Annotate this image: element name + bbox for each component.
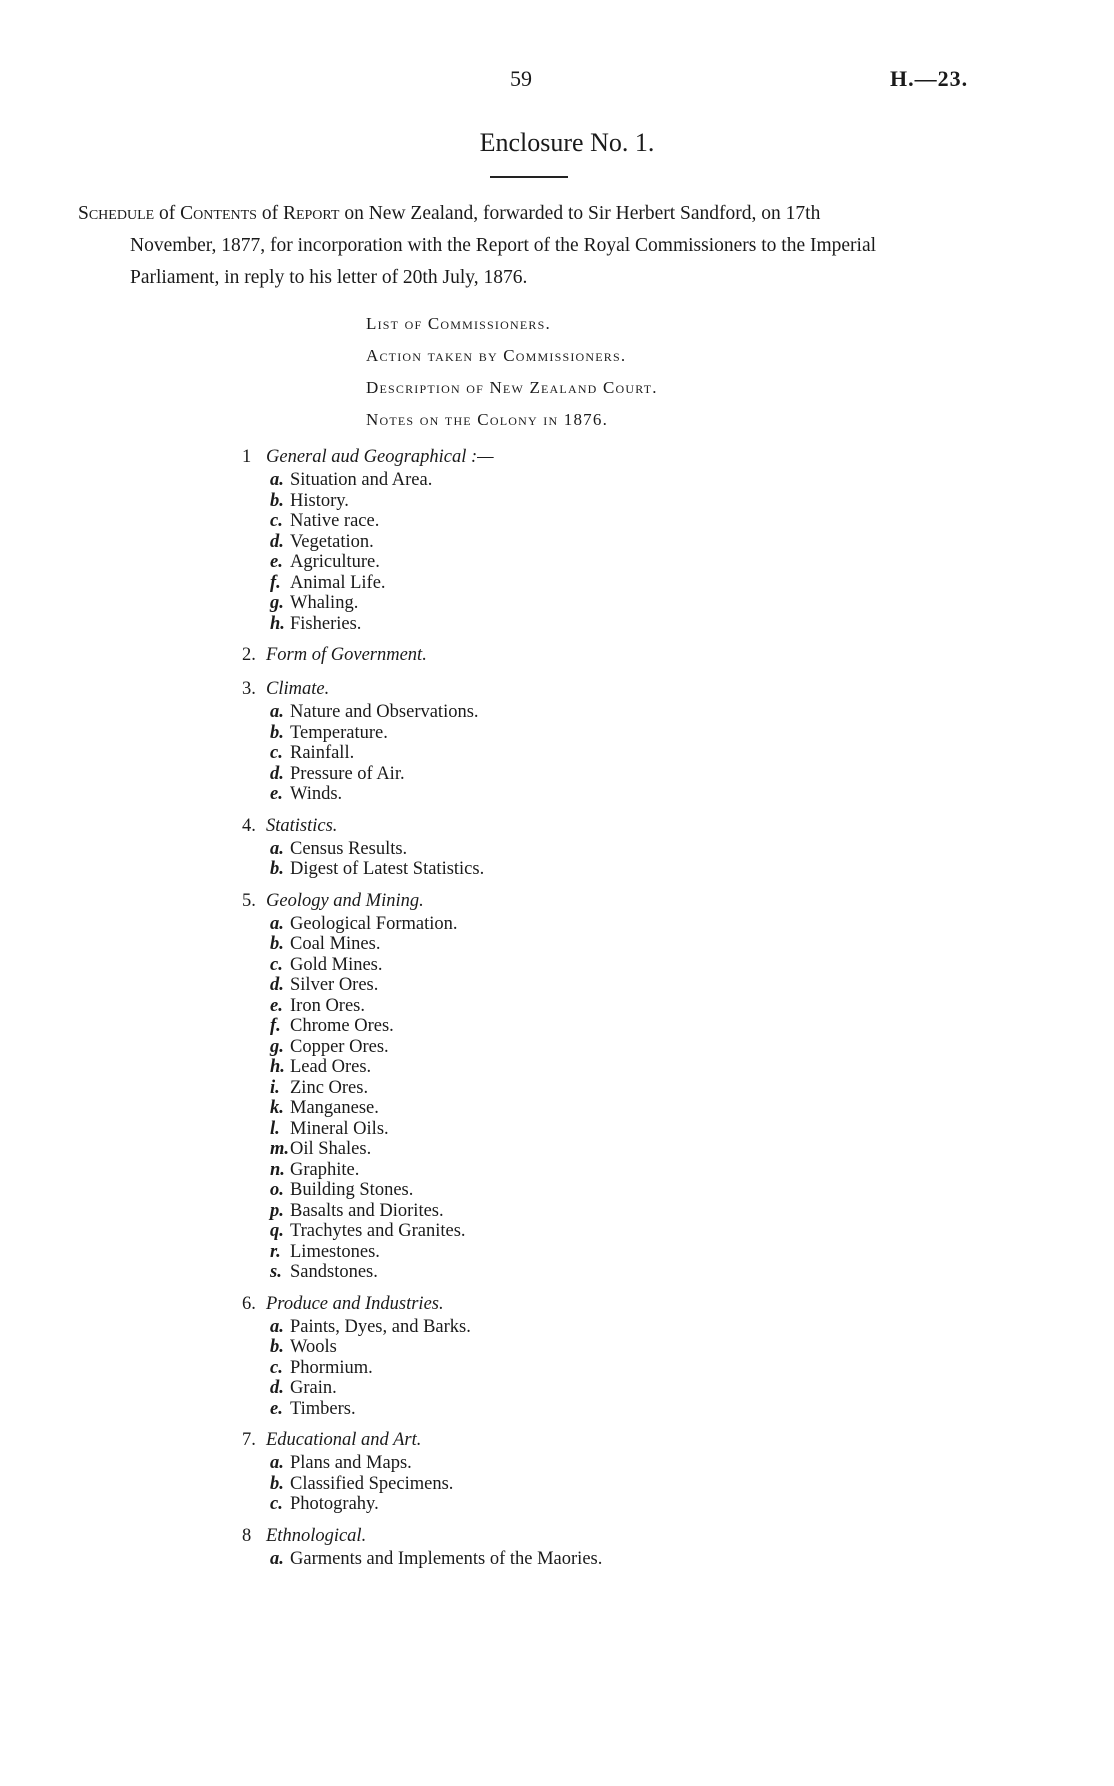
item-text: Rainfall. <box>290 743 355 763</box>
section-heading <box>242 815 602 839</box>
section-title: Produce and Industries. <box>266 1293 444 1314</box>
item-text: Classified Specimens. <box>290 1473 454 1494</box>
list-item <box>242 996 602 1017</box>
item-letter: a. <box>270 838 284 859</box>
section-heading <box>242 644 602 668</box>
item-letter: n. <box>270 1159 285 1180</box>
item-letter: b. <box>270 859 284 879</box>
list-item <box>242 934 602 955</box>
item-letter: h. <box>270 1057 285 1077</box>
item-letter: f. <box>270 572 281 593</box>
list-item <box>242 914 602 935</box>
item-letter: b. <box>270 722 284 743</box>
item-text: Lead Ores. <box>290 1057 372 1077</box>
item-text: Temperature. <box>290 722 388 743</box>
item-text: Animal Life. <box>290 572 386 593</box>
item-text: Gold Mines. <box>290 954 383 975</box>
section-number: 7. <box>242 1430 256 1450</box>
section-number: 8 <box>242 1525 252 1546</box>
contents-section <box>242 1525 602 1570</box>
item-letter: a. <box>270 702 284 722</box>
section-heading <box>242 1293 602 1317</box>
contents-list <box>242 446 602 1579</box>
schedule-text: on New Zealand, forwarded to Sir Herbert Sandford, on 17th <box>339 203 821 224</box>
list-item <box>242 1098 602 1119</box>
item-text: Wools <box>290 1337 337 1357</box>
item-text: Silver Ores. <box>290 975 379 995</box>
item-letter: b. <box>270 1337 284 1357</box>
list-item <box>242 1037 602 1058</box>
schedule-line-3: Parliament, in reply to his letter of 20th July, 1876. <box>130 267 528 288</box>
list-item <box>242 764 602 785</box>
item-letter: i. <box>270 1077 280 1098</box>
list-item <box>242 1057 602 1078</box>
list-item <box>242 839 602 860</box>
section-title: Statistics. <box>266 815 338 836</box>
heading-description: Description of New Zealand Court. <box>366 378 658 397</box>
item-text: Paints, Dyes, and Barks. <box>290 1316 471 1337</box>
contents-section <box>242 1293 602 1420</box>
schedule-text: of <box>256 203 283 224</box>
contents-section <box>242 678 602 805</box>
list-item <box>242 1399 602 1420</box>
list-item <box>242 784 602 805</box>
heading-commissioners: List of Commissioners. <box>366 314 551 333</box>
item-text: Geological Formation. <box>290 913 458 934</box>
section-number: 2. <box>242 645 256 665</box>
item-letter: d. <box>270 763 284 784</box>
list-item <box>242 743 602 764</box>
item-letter: p. <box>270 1200 284 1221</box>
list-item <box>242 1119 602 1140</box>
list-item <box>242 975 602 996</box>
item-letter: l. <box>270 1118 280 1139</box>
section-heading <box>242 890 602 914</box>
section-heading <box>242 1429 602 1453</box>
item-text: Building Stones. <box>290 1180 414 1200</box>
item-letter: c. <box>270 511 283 531</box>
item-letter: d. <box>270 975 284 995</box>
item-letter: c. <box>270 954 283 975</box>
item-letter: c. <box>270 1357 283 1378</box>
list-item <box>242 1201 602 1222</box>
title-rule <box>490 176 568 178</box>
item-letter: e. <box>270 1398 283 1419</box>
item-text: Chrome Ores. <box>290 1016 394 1036</box>
item-text: Manganese. <box>290 1098 379 1118</box>
item-text: Photograhy. <box>290 1494 379 1514</box>
list-item <box>242 573 602 594</box>
document-reference: H.—23. <box>890 66 969 91</box>
item-text: Digest of Latest Statistics. <box>290 859 485 879</box>
list-item <box>242 1262 602 1283</box>
item-text: Agriculture. <box>290 552 380 572</box>
section-title: Ethnological. <box>266 1525 367 1546</box>
section-number: 3. <box>242 679 256 699</box>
schedule-line-2: November, 1877, for incorporation with the Report of the Royal Commissioners to the Imperial <box>130 235 877 256</box>
section-number: 1 <box>242 447 252 467</box>
headings-list <box>366 308 658 436</box>
item-letter: a. <box>270 1453 284 1473</box>
item-letter: b. <box>270 934 284 954</box>
item-letter: r. <box>270 1241 281 1262</box>
section-number: 4. <box>242 815 256 836</box>
item-text: Plans and Maps. <box>290 1453 412 1473</box>
list-item <box>242 491 602 512</box>
heading-notes: Notes on the Colony in 1876. <box>366 410 609 429</box>
schedule-word: Schedule <box>78 203 155 224</box>
contents-section <box>242 1429 602 1515</box>
list-item <box>242 1453 602 1474</box>
list-item <box>242 955 602 976</box>
list-item <box>242 511 602 532</box>
item-text: Coal Mines. <box>290 934 381 954</box>
item-text: Whaling. <box>290 593 359 613</box>
list-item <box>242 1160 602 1181</box>
list-item <box>242 1016 602 1037</box>
item-letter: g. <box>270 593 284 613</box>
item-letter: d. <box>270 531 284 552</box>
section-number: 6. <box>242 1293 256 1314</box>
item-letter: k. <box>270 1098 284 1118</box>
item-text: Copper Ores. <box>290 1036 389 1057</box>
heading-action: Action taken by Commissioners. <box>366 346 627 365</box>
list-item <box>242 552 602 573</box>
section-number: 5. <box>242 890 256 911</box>
item-letter: s. <box>270 1262 282 1282</box>
list-item <box>242 1180 602 1201</box>
list-item <box>242 859 602 880</box>
schedule-line-1 <box>78 198 978 230</box>
item-letter: o. <box>270 1180 284 1200</box>
item-letter: a. <box>270 1316 284 1337</box>
item-text: History. <box>290 490 349 511</box>
item-text: Pressure of Air. <box>290 763 405 784</box>
item-letter: q. <box>270 1221 284 1241</box>
item-text: Oil Shales. <box>290 1139 372 1159</box>
list-item <box>242 1378 602 1399</box>
item-text: Census Results. <box>290 838 408 859</box>
item-letter: b. <box>270 1473 284 1494</box>
item-letter: e. <box>270 784 283 804</box>
item-text: Vegetation. <box>290 531 374 552</box>
item-text: Basalts and Diorites. <box>290 1200 444 1221</box>
list-item <box>242 702 602 723</box>
list-item <box>242 1494 602 1515</box>
item-text: Phormium. <box>290 1357 373 1378</box>
item-text: Fisheries. <box>290 613 362 634</box>
item-text: Limestones. <box>290 1241 380 1262</box>
list-item <box>242 1221 602 1242</box>
item-letter: c. <box>270 1494 283 1514</box>
list-item <box>242 1474 602 1495</box>
contents-section <box>242 446 602 634</box>
item-text: Mineral Oils. <box>290 1118 389 1139</box>
item-text: Timbers. <box>290 1398 356 1419</box>
list-item <box>242 1337 602 1358</box>
item-text: Situation and Area. <box>290 470 433 490</box>
item-letter: e. <box>270 995 283 1016</box>
list-item <box>242 532 602 553</box>
schedule-text: of <box>154 203 181 224</box>
item-text: Zinc Ores. <box>290 1077 369 1098</box>
item-text: Winds. <box>290 784 343 804</box>
list-item <box>242 1317 602 1338</box>
list-item <box>242 593 602 614</box>
section-heading <box>242 446 602 470</box>
list-item <box>242 1549 602 1570</box>
page-number: 59 <box>510 66 532 91</box>
section-title: Educational and Art. <box>266 1430 422 1450</box>
list-item <box>242 723 602 744</box>
item-text: Grain. <box>290 1378 337 1398</box>
contents-word: Contents <box>180 203 257 224</box>
section-title: Climate. <box>266 679 330 699</box>
list-item <box>242 614 602 635</box>
list-item <box>242 470 602 491</box>
item-text: Graphite. <box>290 1159 360 1180</box>
item-letter: f. <box>270 1016 281 1036</box>
item-text: Native race. <box>290 511 380 531</box>
section-title: General aud Geographical :— <box>266 447 494 467</box>
enclosure-title: Enclosure No. 1. <box>479 128 655 157</box>
item-letter: c. <box>270 743 283 763</box>
contents-section <box>242 644 602 668</box>
section-title: Geology and Mining. <box>266 890 424 911</box>
item-letter: a. <box>270 470 284 490</box>
item-letter: d. <box>270 1378 284 1398</box>
list-item <box>242 1358 602 1379</box>
item-letter: m. <box>270 1139 290 1159</box>
contents-section <box>242 890 602 1283</box>
section-heading <box>242 1525 602 1549</box>
list-item <box>242 1139 602 1160</box>
item-letter: h. <box>270 613 285 634</box>
section-heading <box>242 678 602 702</box>
section-title: Form of Government. <box>266 645 427 665</box>
item-text: Iron Ores. <box>290 995 366 1016</box>
contents-section <box>242 815 602 880</box>
item-letter: e. <box>270 552 283 572</box>
item-letter: g. <box>270 1036 284 1057</box>
list-item <box>242 1242 602 1263</box>
schedule-paragraph <box>78 198 978 294</box>
item-text: Nature and Observations. <box>290 702 479 722</box>
item-text: Garments and Implements of the Maories. <box>290 1548 603 1569</box>
item-letter: b. <box>270 490 284 511</box>
item-text: Trachytes and Granites. <box>290 1221 466 1241</box>
item-letter: a. <box>270 913 284 934</box>
list-item <box>242 1078 602 1099</box>
item-letter: a. <box>270 1548 284 1569</box>
report-word: Report <box>282 203 340 224</box>
item-text: Sandstones. <box>290 1262 378 1282</box>
